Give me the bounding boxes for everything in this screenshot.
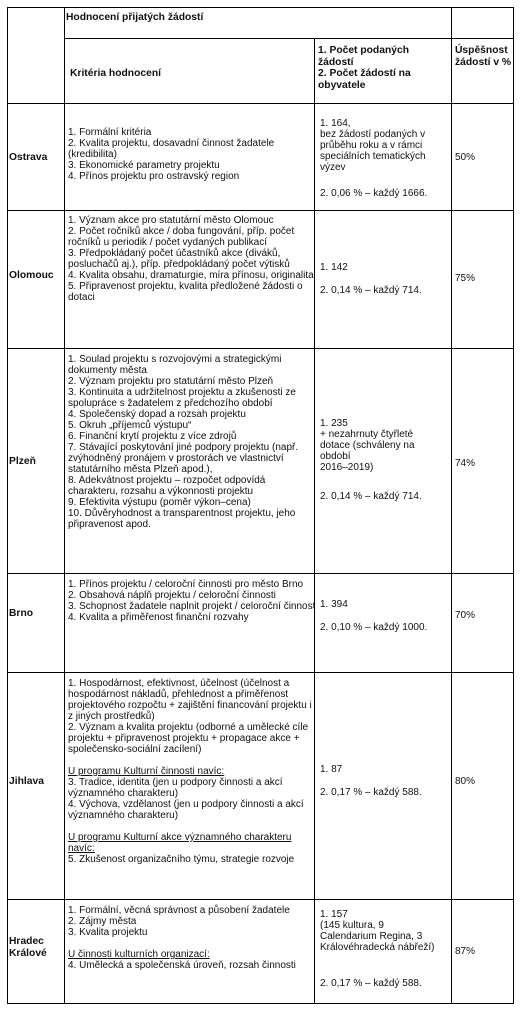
criteria-text: 5. Zkušenost organizačního týmu, strategie rozvoje: [68, 854, 295, 865]
criteria-block: [68, 905, 318, 971]
request-count: 1. 142: [320, 262, 348, 273]
criteria-text: 1. Význam akce pro statutární město Olomouc 2. Počet ročníků akce / doba fungování, příp. počet ročníků u periodik / počet vydaných publikací 3. Předpokládaný počet účastníků akce (diváků, posluchačů aj.), příp. předpokládaný počet výtisků 4. Kvalita obsahu, dramaturgie, míra přínosu, originalita 5. Připravenost projektu, kvalita předložené žádosti o dotaci: [68, 215, 314, 303]
per-capita: 2. 0,10 % – každý 1000.: [320, 622, 428, 633]
per-capita: 2. 0,06 % – každý 1666.: [320, 188, 428, 199]
row-divider: [8, 210, 513, 211]
criteria-text: 3. Tradice, identita (jen u podpory činnosti a akcí významného charakteru) 4. Výchova, vzdělanost (jen u podpory činnosti a akcí významného charakteru): [68, 777, 304, 821]
criteria-subheading: U programu Kulturní činnosti navíc:: [68, 766, 225, 777]
success-rate: 70%: [455, 610, 476, 621]
row-divider: [8, 899, 513, 900]
success-rate: 50%: [455, 152, 476, 163]
criteria-text: 1. Formální, věcná správnost a působení žadatele 2. Zájmy města 3. Kvalita projektu: [68, 905, 290, 938]
criteria-text: 1. Soulad projektu s rozvojovými a strategickými dokumenty města 2. Význam projektu pro statutární město Plzeň 3. Kontinuita a udržitelnost projektu a zkušenosti ze spolupráce s žadatelem z předchozího období 4. Společenský dopad a rozsah projektu 5. Okruh „příjemců výstupu“ 6. Finanční krytí projektu z více zdrojů 7. Stávající poskytování jiné podpory projektu (např. zvýhodněný pronájem v prostorách ve vlastnictví statutárního města Plzeň apod.), 8. Adekvátnost projektu – rozpočet odpovídá charakteru, rozsahu a výkonnosti projektu 9. Efektivita výstupu (poměr výkon–cena) 10. Důvěryhodnost a transparentnost projektu, jeho připravenost apod.: [68, 354, 299, 530]
per-capita: 2. 0,17 % – každý 588.: [320, 978, 422, 989]
request-count: 1. 87: [320, 764, 343, 775]
per-capita: 2. 0,17 % – každý 588.: [320, 787, 422, 798]
city-name: Hradec Králové: [9, 936, 47, 959]
success-rate: 75%: [455, 273, 476, 284]
criteria-text: 1. Formální kritéria 2. Kvalita projektu, dosavadní činnost žadatele (kredibilita) 3. Ekonomické parametry projektu 4. Přínos projektu pro ostravský region: [68, 127, 275, 182]
header-count: 1. Počet podaných žádostí 2. Počet žádostí na obyvatele: [318, 45, 411, 91]
request-count: 1. 394: [320, 599, 348, 610]
city-name: Ostrava: [9, 152, 48, 163]
column-divider: [451, 8, 452, 1003]
header-criteria: Kritéria hodnocení: [70, 68, 161, 79]
criteria-subheading: U programu Kulturní akce významného charakteru navíc:: [68, 832, 292, 854]
city-name: Olomouc: [9, 270, 54, 281]
per-capita: 2. 0,14 % – každý 714.: [320, 491, 422, 502]
city-name: Brno: [9, 608, 34, 619]
request-count: 1. 164, bez žádostí podaných v průběhu roku a v rámci speciálních tematických výzev: [320, 118, 426, 173]
criteria-text: 1. Přínos projektu / celoroční činnosti pro město Brno 2. Obsahová náplň projektu / celoroční činnosti 3. Schopnost žadatele naplnit projekt / celoroční činnost 4. Kvalita a přiměřenost finanční rozvahy: [68, 579, 316, 623]
criteria-text: 4. Umělecká a společenská úroveň, rozsah činnosti: [68, 960, 296, 971]
table-title: Hodnocení přijatých žádostí: [66, 12, 204, 23]
city-name: Jihlava: [9, 776, 44, 787]
success-rate: 87%: [455, 946, 476, 957]
success-rate: 74%: [455, 458, 476, 469]
success-rate: 80%: [455, 776, 476, 787]
row-divider: [8, 103, 513, 104]
criteria-block: [68, 678, 318, 865]
row-divider: [8, 348, 513, 349]
per-capita: 2. 0,14 % – každý 714.: [320, 285, 422, 296]
city-name: Plzeň: [9, 456, 36, 467]
criteria-text: 1. Hospodárnost, efektivnost, účelnost (účelnost a hospodárnost nákladů, přehlednost a přiměřenost projektového rozpočtu + zajištění financování projektu i z jiných prostředků) 2. Význam a kvalita projektu (odborné a umělecké cíle projektu + připravenost projektu + propagace akce + společensko-sociální zacílení): [68, 678, 312, 755]
request-count: 1. 235 + nezahrnuty čtyřleté dotace (schváleny na období 2016–2019): [320, 418, 415, 473]
request-count: 1. 157 (145 kultura, 9 Calendarium Regina, 3 Královéhradecká nábřeží): [320, 909, 435, 953]
header-success: Úspěšnost žádostí v %: [455, 45, 512, 68]
row-divider: [8, 573, 513, 574]
criteria-subheading: U činnosti kulturních organizací:: [68, 949, 210, 960]
row-divider: [8, 672, 513, 673]
row-divider: [64, 38, 513, 39]
